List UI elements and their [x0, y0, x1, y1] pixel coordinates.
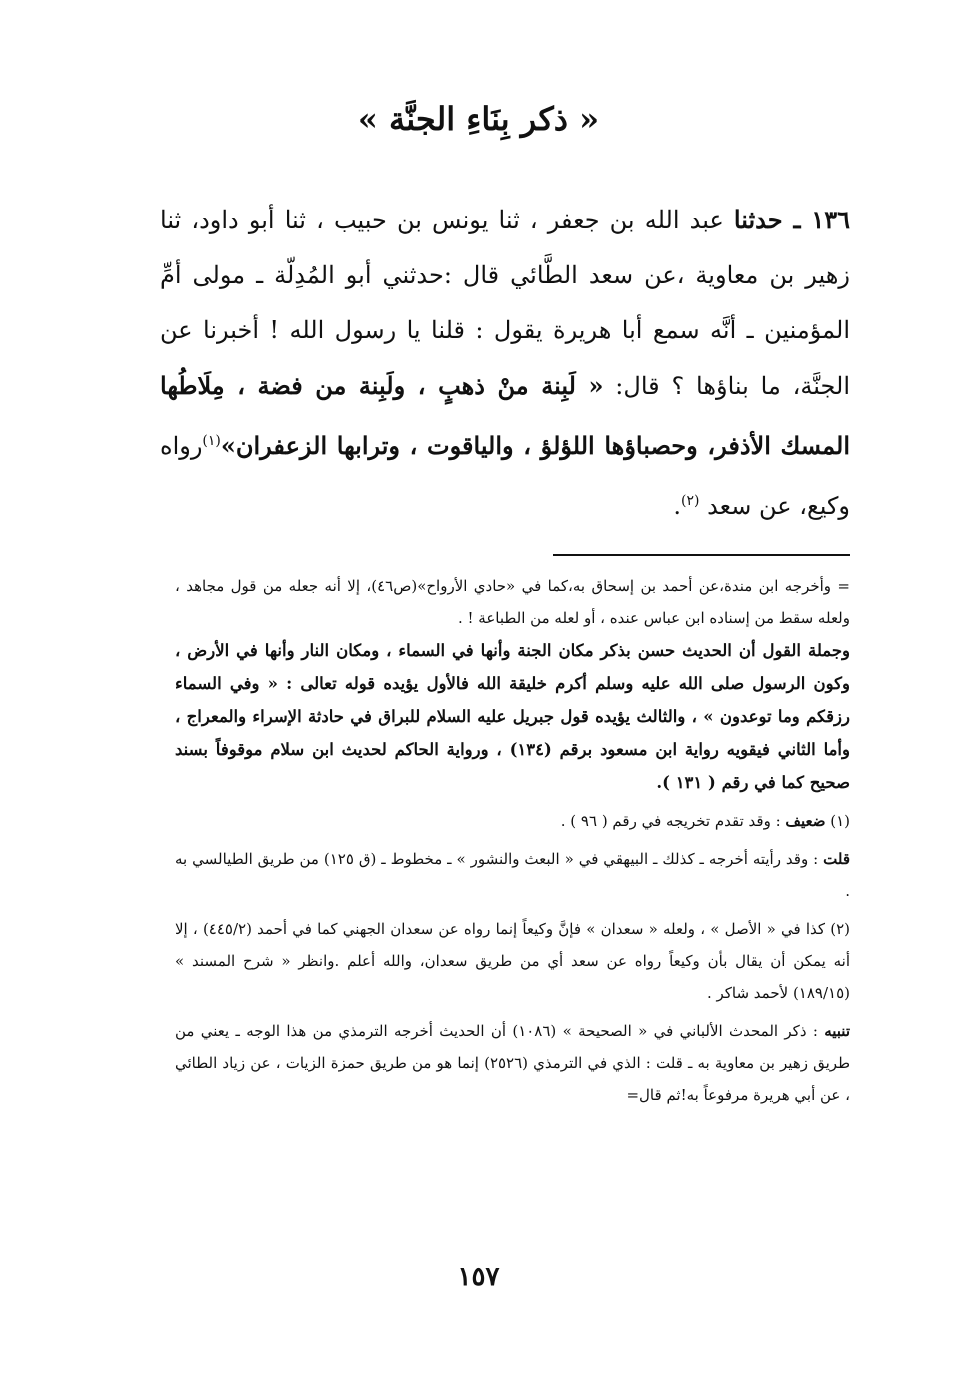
- footnote-ref-2[interactable]: (٢): [680, 493, 700, 509]
- hadith-paragraph: [160, 192, 850, 534]
- footnote-1-text: : وقد تقدم تخريجه في رقم ( ٩٦ ) .: [560, 812, 786, 830]
- footnote-divider: [553, 554, 850, 556]
- footnote-2-note: [175, 1015, 850, 1111]
- hadith-narration: رواه وكيع، عن سعد: [160, 432, 850, 520]
- section-heading: « ذكر بِنَاءِ الجنَّة »: [357, 100, 600, 138]
- hadith-end: .: [673, 492, 681, 520]
- footnote-1-label: (١): [825, 812, 850, 830]
- footnote-1-remark-text: : وقد رأيته أخرجه ـ كذلك ـ البيهقي في « البعث والنشور » ـ مخطوط ـ (ق ١٢٥) من طريق الطيالسي به .: [175, 850, 850, 900]
- hadith-block: [160, 192, 850, 534]
- page-number: ١٥٧: [457, 1262, 500, 1292]
- footnote-summary: وجملة القول أن الحديث حسن بذكر مكان الجنة وأنها في السماء ، ومكان النار وأنها في الأرض ، وكون الرسول صلى الله عليه وسلم أكرم خليقة الله فالأول يؤيده قوله تعالى : « وفي السماء رزقكم وما توعدون » ، والثالث يؤيده قول جبريل عليه السلام للبراق في حادثة الإسراء والمعراج ، وأما الثاني فيقويه رواية ابن مسعود برقم (١٣٤) ، ورواية الحاكم لحديث ابن سلام موقوفاً بسند صحيح كما في رقم ( ١٣١ ).: [175, 641, 850, 792]
- footnote-1-qult: قلت: [823, 850, 850, 868]
- hadith-dash: ـ: [782, 205, 812, 234]
- footnote-2-tanbih: تنبيه: [824, 1022, 850, 1040]
- footnote-continuation: = وأخرجه ابن مندة،عن أحمد بن إسحاق به،كما في «حادي الأرواح»(ص٤٦)، إلا أنه جعله من قول مجاهد ، ولعله سقط من إسناده ابن عباس عنده ، أو لعله من الطباعة ! .: [175, 577, 850, 627]
- footnote-1-grade: ضعيف: [785, 812, 826, 830]
- hadith-lead-word: حدثنا: [733, 205, 783, 234]
- footnotes-block: [175, 570, 850, 1111]
- footnote-ref-1[interactable]: (١): [202, 433, 221, 449]
- hadith-quote: « لَبِنة منْ ذهبٍ ، ولَبِنة من فضة ، مِلَاطُها المسك الأذفر، وحصباؤها اللؤلؤ ، والياقوت ، وترابها الزعفران»: [160, 371, 850, 460]
- hadith-number: ١٣٦: [811, 205, 850, 234]
- footnote-1-remark: [175, 843, 850, 907]
- footnote-1: [175, 805, 850, 837]
- footnote-2: (٢) كذا في « الأصل » ، ولعله « سعدان » فإنَّ وكيعاً إنما رواه عن سعدان الجهني كما في أحمد (٤٤٥/٢) ، إلا أنه يمكن أن يقال بأن وكيعاً رواه عن سعد أي من طريق سعدان، والله أعلم .وانظر « شرح المسند » (١٨٩/١٥) لأحمد شاكر .: [175, 920, 851, 1002]
- footnote-2-note-text: : ذكر المحدث الألباني في « الصحيحة » (١٠٨٦) أن الحديث أخرجه الترمذي من هذا الوجه ـ يعني من طريق زهير بن معاوية به ـ قلت : الذي في الترمذي (٢٥٢٦) إنما هو من طريق حمزة الزيات ، عن زياد الطائي ، عن أبي هريرة مرفوعاً به!ثم قال=: [175, 1022, 851, 1104]
- hadith-isnad: عبد الله بن جعفر ، ثنا يونس بن حبيب ، ثنا أبو داود، ثنا زهير بن معاوية ،عن سعد الطَّائي قال :حدثني أبو المُدِلّة ـ مولى أمِّ المؤمنين ـ أنَّه سمع أبا هريرة يقول : قلنا يا رسول الله ! أخبرنا عن الجنَّة، ما بناؤها ؟ قال:: [160, 206, 850, 400]
